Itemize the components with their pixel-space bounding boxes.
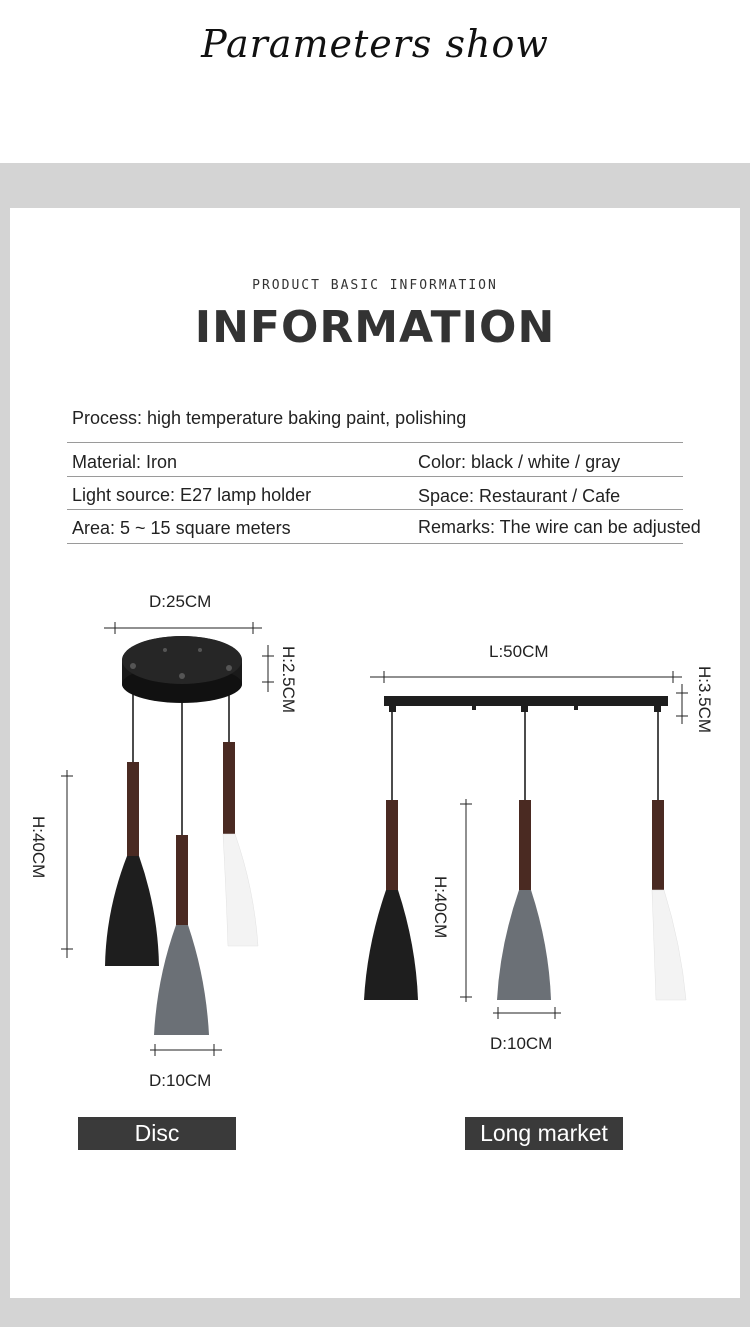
- long-market-diagram: [364, 671, 688, 1019]
- long-ceiling-bar: [384, 696, 668, 712]
- spec-color: Color: black / white / gray: [418, 452, 621, 472]
- long-lamp-diameter-dimension: [493, 1007, 561, 1019]
- disc-diagram: [61, 622, 274, 1056]
- long-bar-height-label: H:3.5CM: [695, 666, 714, 734]
- spec-remarks: Remarks: The wire can be adjusted: [418, 517, 701, 537]
- long-black-lamp: [364, 800, 418, 1000]
- long-length-label: L:50CM: [489, 642, 549, 661]
- disc-canopy: [122, 636, 242, 703]
- disc-canopy-height-label: H:2.5CM: [279, 646, 298, 714]
- info-title: INFORMATION: [194, 302, 556, 353]
- long-market-label: Long market: [465, 1117, 623, 1150]
- long-lamp-height-label: H:40CM: [431, 876, 450, 939]
- disc-lamp-diameter-label: D:10CM: [149, 1071, 212, 1090]
- disc-width-dimension: [104, 622, 262, 634]
- info-subtitle: PRODUCT BASIC INFORMATION: [252, 278, 498, 293]
- long-white-lamp: [652, 800, 686, 1000]
- disc-lamp-height-dimension: [61, 770, 73, 958]
- disc-black-lamp: [105, 762, 159, 966]
- long-lamp-diameter-label: D:10CM: [490, 1034, 553, 1053]
- long-bar-height-dimension: [676, 684, 688, 724]
- disc-canopy-height-dimension: [262, 645, 274, 692]
- long-gray-lamp: [497, 800, 551, 1000]
- long-length-dimension: [370, 671, 682, 683]
- spec-area: Area: 5 ~ 15 square meters: [72, 518, 291, 538]
- disc-gray-lamp: [154, 835, 209, 1035]
- spec-process: Process: high temperature baking paint, polishing: [72, 408, 467, 428]
- disc-diameter-label: D:25CM: [149, 592, 212, 611]
- disc-lamp-diameter-dimension: [150, 1044, 222, 1056]
- spec-light-source: Light source: E27 lamp holder: [72, 485, 312, 505]
- disc-lamp-height-label: H:40CM: [29, 816, 48, 879]
- disc-white-lamp: [223, 742, 258, 946]
- long-cords: [392, 712, 658, 800]
- spec-material: Material: Iron: [72, 452, 178, 472]
- long-lamp-height-dimension: [460, 799, 472, 1002]
- spec-space: Space: Restaurant / Cafe: [418, 486, 621, 506]
- disc-label: Disc: [78, 1117, 236, 1150]
- page-title: Parameters show: [201, 22, 549, 66]
